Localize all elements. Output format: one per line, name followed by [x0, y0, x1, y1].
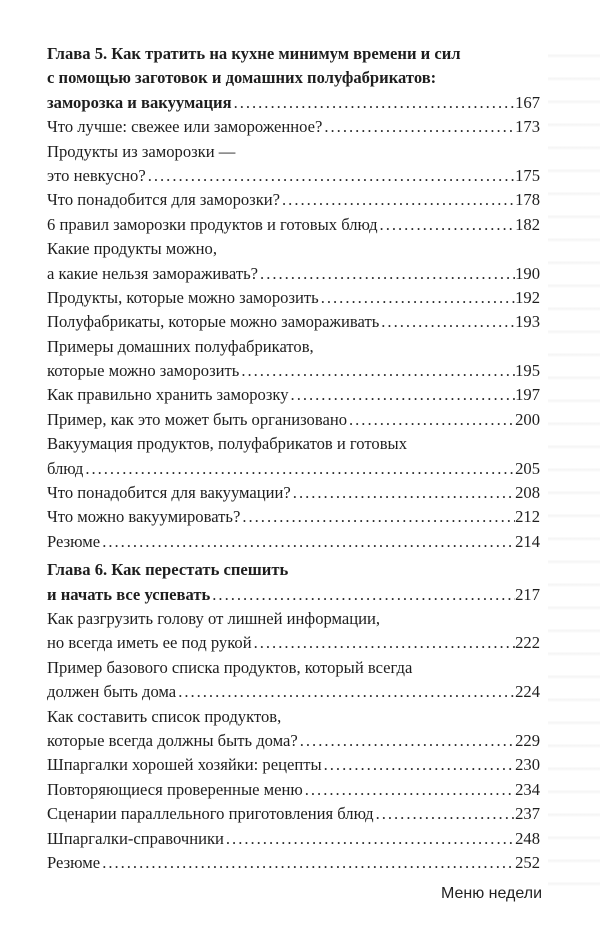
chapter-title-line: Глава 5. Как тратить на кухне минимум времени и сил	[47, 44, 461, 63]
toc-entry	[47, 115, 540, 139]
page-number: 237	[515, 804, 540, 824]
page-number: 230	[515, 755, 540, 775]
page-number: 234	[515, 779, 540, 799]
toc-entry-line	[47, 164, 540, 188]
dot-leader	[378, 213, 516, 237]
page-number: 214	[515, 531, 540, 551]
page-number: 229	[515, 730, 540, 750]
toc-entry	[47, 432, 540, 481]
toc-entry-line	[47, 286, 540, 310]
page-number: 175	[515, 165, 540, 185]
page-number: 195	[515, 361, 540, 381]
toc-entry-text: блюд	[47, 458, 84, 478]
toc-entry-text: а какие нельзя замораживать?	[47, 263, 259, 283]
toc-entry	[47, 408, 540, 432]
toc-entry-line	[47, 802, 540, 826]
running-footer: Меню недели	[440, 885, 542, 902]
dot-leader	[258, 262, 515, 286]
table-of-contents	[47, 42, 540, 879]
dot-leader	[298, 729, 515, 753]
toc-entry-line	[47, 359, 540, 383]
page-number: 205	[515, 458, 540, 478]
toc-entry-line: Вакуумация продуктов, полуфабрикатов и готовых	[47, 434, 407, 454]
toc-entry	[47, 656, 540, 705]
toc-entry-line	[47, 827, 540, 851]
toc-entry-line	[47, 115, 540, 139]
page-number: 178	[515, 190, 540, 210]
toc-entry-line: Как разгрузить голову от лишней информации,	[47, 608, 381, 628]
page-number: 252	[515, 852, 540, 872]
toc-entry-line: Примеры домашних полуфабрикатов,	[47, 336, 314, 356]
dot-leader	[347, 408, 515, 432]
toc-entry-text: Что понадобится для заморозки?	[47, 190, 281, 210]
toc-entry-line	[47, 505, 540, 529]
toc-entry	[47, 140, 540, 189]
toc-entry-text: Повторяющиеся проверенные меню	[47, 779, 303, 799]
chapter-title-line: с помощью заготовок и домашних полуфабрикатов:	[47, 68, 437, 88]
toc-entry-line	[47, 680, 540, 704]
toc-entry	[47, 335, 540, 384]
toc-entry-text: Что можно вакуумировать?	[47, 507, 241, 527]
toc-entry-line	[47, 530, 540, 554]
toc-entry-line: Пример базового списка продуктов, который всегда	[47, 657, 413, 677]
entry-list	[47, 115, 540, 554]
toc-entry-line	[47, 851, 540, 875]
dot-leader	[252, 631, 516, 655]
toc-entry-text: Резюме	[47, 852, 101, 872]
toc-entry-line	[47, 631, 540, 655]
chapter-title-line	[47, 91, 540, 115]
toc-entry-text: Сценарии параллельного приготовления блюд	[47, 804, 374, 824]
toc-entry	[47, 802, 540, 826]
toc-entry	[47, 286, 540, 310]
toc-entry	[47, 530, 540, 554]
page-number: 182	[515, 214, 540, 234]
toc-entry-text: это невкусно?	[47, 165, 146, 185]
toc-entry-line	[47, 729, 540, 753]
toc-entry-line	[47, 778, 540, 802]
dot-leader	[100, 851, 515, 875]
chapter-title-line	[47, 583, 540, 607]
toc-entry-line	[47, 310, 540, 334]
page-number: 167	[515, 92, 540, 112]
page-number: 222	[515, 633, 540, 653]
dot-leader	[239, 359, 515, 383]
toc-entry-text: Продукты, которые можно заморозить	[47, 287, 319, 307]
toc-entry	[47, 213, 540, 237]
toc-entry	[47, 383, 540, 407]
chapter-title-text: заморозка и вакуумация	[47, 92, 232, 112]
chapter-title-line: Глава 6. Как перестать спешить	[47, 560, 289, 580]
dot-leader	[319, 286, 515, 310]
toc-entry-text: Полуфабрикаты, которые можно замораживать	[47, 312, 380, 332]
toc-entry-text: Пример, как это может быть организовано	[47, 409, 347, 429]
toc-entry	[47, 505, 540, 529]
toc-entry	[47, 851, 540, 875]
chapter-title-text: и начать все успевать	[47, 584, 211, 604]
toc-entry-text: но всегда иметь ее под рукой	[47, 633, 252, 653]
toc-entry	[47, 827, 540, 851]
dot-leader	[146, 164, 515, 188]
dot-leader	[210, 583, 515, 607]
page-number: 173	[515, 117, 540, 137]
toc-entry-text: Резюме	[47, 531, 101, 551]
page-number: 248	[515, 828, 540, 848]
toc-entry	[47, 753, 540, 777]
toc-entry-line	[47, 753, 540, 777]
toc-entry	[47, 607, 540, 656]
toc-entry	[47, 188, 540, 212]
page-number: 224	[515, 682, 540, 702]
page-number: 197	[515, 385, 540, 405]
dot-leader	[374, 802, 516, 826]
dot-leader	[176, 680, 515, 704]
toc-entry	[47, 481, 540, 505]
toc-entry-line	[47, 188, 540, 212]
toc-entry-line	[47, 408, 540, 432]
toc-entry-text: которые всегда должны быть дома?	[47, 730, 298, 750]
toc-entry-line: Продукты из заморозки —	[47, 141, 236, 161]
dot-leader	[232, 91, 516, 115]
dot-leader	[303, 778, 515, 802]
toc-entry	[47, 778, 540, 802]
toc-entry-text: Что лучше: свежее или замороженное?	[47, 117, 323, 137]
dot-leader	[322, 115, 515, 139]
chapter-2	[47, 558, 540, 875]
dot-leader	[240, 505, 515, 529]
toc-entry-line	[47, 262, 540, 286]
page-number: 190	[515, 263, 540, 283]
toc-entry-line	[47, 457, 540, 481]
dot-leader	[322, 753, 515, 777]
toc-entry-line: Как составить список продуктов,	[47, 706, 282, 726]
toc-entry-line	[47, 383, 540, 407]
dot-leader	[83, 457, 515, 481]
toc-entry	[47, 705, 540, 754]
toc-entry-text: 6 правил заморозки продуктов и готовых блюд	[47, 214, 378, 234]
chapter-1	[47, 42, 540, 554]
page-number: 200	[515, 409, 540, 429]
page-number: 217	[515, 584, 540, 604]
dot-leader	[224, 827, 515, 851]
toc-entry-text: которые можно заморозить	[47, 361, 240, 381]
dot-leader	[100, 530, 515, 554]
page-number: 192	[515, 287, 540, 307]
page-number: 212	[515, 507, 540, 527]
dot-leader	[379, 310, 515, 334]
dot-leader	[280, 188, 515, 212]
toc-entry-text: Шпаргалки хорошей хозяйки: рецепты	[47, 755, 322, 775]
toc-entry-line: Какие продукты можно,	[47, 239, 217, 259]
toc-entry-line	[47, 481, 540, 505]
dot-leader	[291, 481, 515, 505]
entry-list	[47, 607, 540, 875]
page-number: 193	[515, 312, 540, 332]
page-number: 208	[515, 483, 540, 503]
toc-entry-line	[47, 213, 540, 237]
show-through-texture	[548, 40, 600, 890]
dot-leader	[289, 383, 516, 407]
toc-entry-text: Шпаргалки-справочники	[47, 828, 224, 848]
toc-entry	[47, 310, 540, 334]
toc-entry-text: Что понадобится для вакуумации?	[47, 483, 291, 503]
toc-entry-text: должен быть дома	[47, 682, 177, 702]
toc-entry-text: Как правильно хранить заморозку	[47, 385, 289, 405]
toc-entry	[47, 237, 540, 286]
